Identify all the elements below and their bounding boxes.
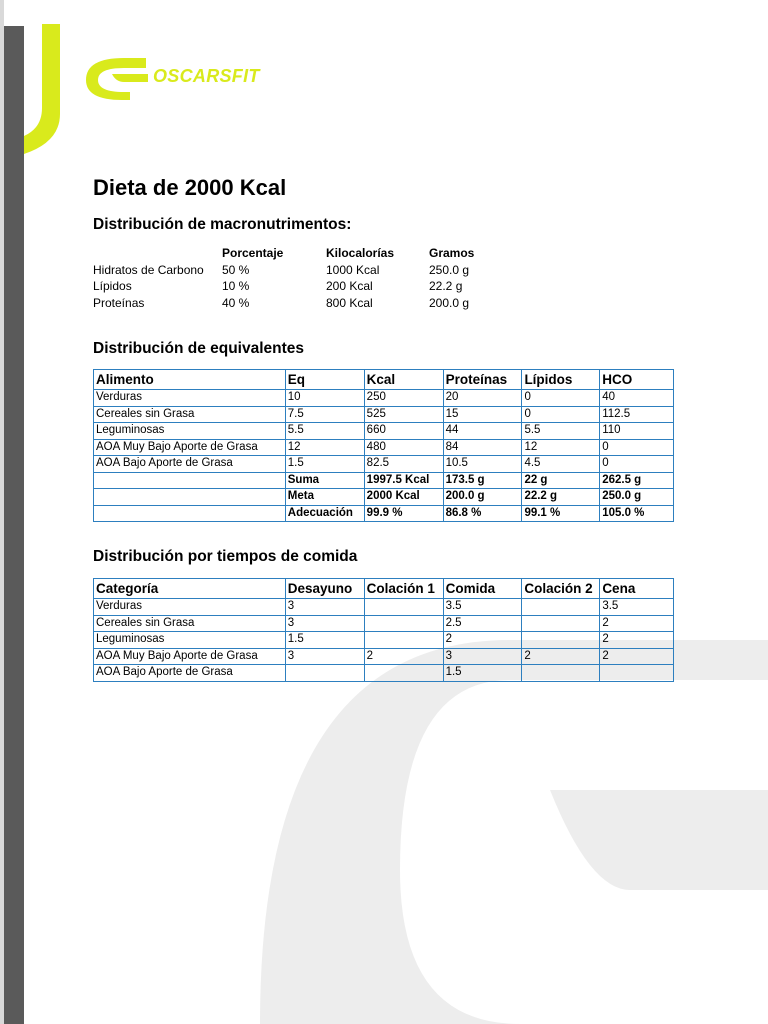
equiv-total-row-cell	[94, 505, 286, 522]
macro-pct: 40 %	[222, 295, 250, 310]
equiv-row-cell: 4.5	[522, 456, 600, 473]
tiempos-row-cell	[522, 665, 600, 682]
tiempos-row-cell: 3.5	[600, 599, 674, 616]
tiempos-row-cell: Verduras	[94, 599, 286, 616]
equiv-total-row-cell: Suma	[285, 472, 364, 489]
equiv-header-row-cell: Alimento	[94, 370, 286, 390]
equiv-row-cell: 20	[443, 390, 522, 407]
equiv-row-cell: 110	[600, 423, 674, 440]
equiv-row-cell: 0	[522, 390, 600, 407]
equiv-row-cell: AOA Muy Bajo Aporte de Grasa	[94, 439, 286, 456]
equiv-total-row-cell: Adecuación	[285, 505, 364, 522]
equiv-row	[94, 456, 674, 473]
tiempos-header-row-cell: Comida	[443, 579, 522, 599]
tiempos-row-cell: 3	[285, 648, 364, 665]
equiv-total-row-cell	[94, 472, 286, 489]
tiempos-row-cell: 3	[443, 648, 522, 665]
equiv-total-row-cell: 173.5 g	[443, 472, 522, 489]
tiempos-row-cell: 3	[285, 615, 364, 632]
equivalents-table	[93, 369, 674, 522]
equiv-header-row-cell: HCO	[600, 370, 674, 390]
macro-kcal: 1000 Kcal	[326, 262, 380, 277]
equiv-total-row	[94, 472, 674, 489]
equiv-total-row-cell: 22.2 g	[522, 489, 600, 506]
tiempos-row-cell: AOA Bajo Aporte de Grasa	[94, 665, 286, 682]
tiempos-row	[94, 615, 674, 632]
equiv-total-row-cell: 105.0 %	[600, 505, 674, 522]
tiempos-row-cell: AOA Muy Bajo Aporte de Grasa	[94, 648, 286, 665]
equiv-row-cell: 0	[522, 406, 600, 423]
tiempos-row-cell: Cereales sin Grasa	[94, 615, 286, 632]
equiv-heading: Distribución de equivalentes	[93, 340, 305, 357]
equiv-row-cell: 84	[443, 439, 522, 456]
tiempos-header-row	[94, 579, 674, 599]
equiv-row-cell: 250	[364, 390, 443, 407]
equiv-row-cell: 660	[364, 423, 443, 440]
tiempos-row-cell: 3.5	[443, 599, 522, 616]
macro-grams: 250.0 g	[429, 262, 470, 277]
equiv-header-row	[94, 370, 674, 390]
equiv-row-cell: 15	[443, 406, 522, 423]
tiempos-row-cell: 2	[600, 632, 674, 649]
equiv-row-cell: AOA Bajo Aporte de Grasa	[94, 456, 286, 473]
tiempos-row-cell: 1.5	[285, 632, 364, 649]
equiv-row-cell: 0	[600, 456, 674, 473]
macro-col-header: Kilocalorías	[326, 246, 395, 260]
macro-grams: 22.2 g	[429, 279, 463, 293]
equiv-row-cell: 7.5	[285, 406, 364, 423]
tiempos-row-cell: Leguminosas	[94, 632, 286, 649]
macro-pct: 50 %	[222, 262, 250, 277]
tiempos-row-cell	[364, 632, 443, 649]
tiempos-row-cell	[364, 665, 443, 682]
equiv-total-row	[94, 505, 674, 522]
tiempos-row	[94, 665, 674, 682]
equiv-total-row-cell: 250.0 g	[600, 489, 674, 506]
tiempos-header-row-cell: Desayuno	[285, 579, 364, 599]
tiempos-row-cell: 2	[364, 648, 443, 665]
macro-kcal: 800 Kcal	[326, 295, 373, 310]
equiv-row-cell: 1.5	[285, 456, 364, 473]
equiv-row-cell: 525	[364, 406, 443, 423]
equiv-row	[94, 423, 674, 440]
equiv-row-cell: 44	[443, 423, 522, 440]
tiempos-header-row-cell: Categoría	[94, 579, 286, 599]
equiv-header-row-cell: Kcal	[364, 370, 443, 390]
accent-curve	[20, 24, 60, 154]
tiempos-row-cell	[364, 615, 443, 632]
side-bar	[4, 26, 24, 1024]
macro-col-header: Porcentaje	[222, 246, 284, 260]
equiv-row-cell: 12	[522, 439, 600, 456]
equiv-total-row-cell	[94, 489, 286, 506]
equiv-total-row-cell: 99.9 %	[364, 505, 443, 522]
equiv-total-row-cell: 1997.5 Kcal	[364, 472, 443, 489]
equiv-row	[94, 439, 674, 456]
equiv-header-row-cell: Lípidos	[522, 370, 600, 390]
tiempos-row-cell: 3	[285, 599, 364, 616]
equiv-row-cell: 5.5	[285, 423, 364, 440]
tiempos-row	[94, 632, 674, 649]
equiv-row-cell: Leguminosas	[94, 423, 286, 440]
equiv-header-row-cell: Proteínas	[443, 370, 522, 390]
tiempos-heading: Distribución por tiempos de comida	[93, 548, 358, 565]
page-title: Dieta de 2000 Kcal	[93, 175, 287, 200]
equiv-total-row-cell: 200.0 g	[443, 489, 522, 506]
macro-name: Lípidos	[93, 279, 132, 293]
equiv-total-row-cell: Meta	[285, 489, 364, 506]
tiempos-row-cell: 2	[600, 648, 674, 665]
equiv-row	[94, 406, 674, 423]
tiempos-row-cell	[285, 665, 364, 682]
tiempos-header-row-cell: Colación 1	[364, 579, 443, 599]
equiv-total-row-cell: 86.8 %	[443, 505, 522, 522]
equiv-row-cell: 5.5	[522, 423, 600, 440]
tiempos-row	[94, 648, 674, 665]
equiv-row-cell: 10	[285, 390, 364, 407]
macro-pct: 10 %	[222, 279, 250, 293]
equiv-row-cell: 12	[285, 439, 364, 456]
macro-name: Hidratos de Carbono	[93, 262, 204, 277]
tiempos-row-cell: 2	[522, 648, 600, 665]
tiempos-row-cell: 2	[443, 632, 522, 649]
macro-name: Proteínas	[93, 295, 145, 310]
equiv-row-cell: 112.5	[600, 406, 674, 423]
meal-times-table	[93, 578, 674, 682]
equiv-row-cell: 10.5	[443, 456, 522, 473]
equiv-total-row-cell: 99.1 %	[522, 505, 600, 522]
tiempos-row-cell: 2.5	[443, 615, 522, 632]
tiempos-row-cell: 2	[600, 615, 674, 632]
tiempos-header-row-cell: Cena	[600, 579, 674, 599]
macro-kcal: 200 Kcal	[326, 279, 373, 293]
equiv-row-cell: 480	[364, 439, 443, 456]
macro-grams: 200.0 g	[429, 295, 470, 310]
tiempos-row-cell	[522, 632, 600, 649]
tiempos-row-cell	[600, 665, 674, 682]
tiempos-header-row-cell: Colación 2	[522, 579, 600, 599]
equiv-total-row-cell: 262.5 g	[600, 472, 674, 489]
tiempos-row-cell	[522, 599, 600, 616]
equiv-row-cell: Cereales sin Grasa	[94, 406, 286, 423]
brand-name: OSCARSFIT	[153, 66, 260, 86]
equiv-row-cell: 0	[600, 439, 674, 456]
equiv-row-cell: 82.5	[364, 456, 443, 473]
equiv-row	[94, 390, 674, 407]
tiempos-row	[94, 599, 674, 616]
logo-watermark	[260, 640, 768, 1024]
tiempos-row-cell: 1.5	[443, 665, 522, 682]
equiv-total-row	[94, 489, 674, 506]
equiv-header-row-cell: Eq	[285, 370, 364, 390]
equiv-total-row-cell: 2000 Kcal	[364, 489, 443, 506]
macro-heading: Distribución de macronutrimentos:	[93, 216, 352, 233]
equiv-total-row-cell: 22 g	[522, 472, 600, 489]
tiempos-row-cell	[364, 599, 443, 616]
macro-col-header: Gramos	[429, 246, 475, 260]
equiv-row-cell: Verduras	[94, 390, 286, 407]
tiempos-row-cell	[522, 615, 600, 632]
equiv-row-cell: 40	[600, 390, 674, 407]
